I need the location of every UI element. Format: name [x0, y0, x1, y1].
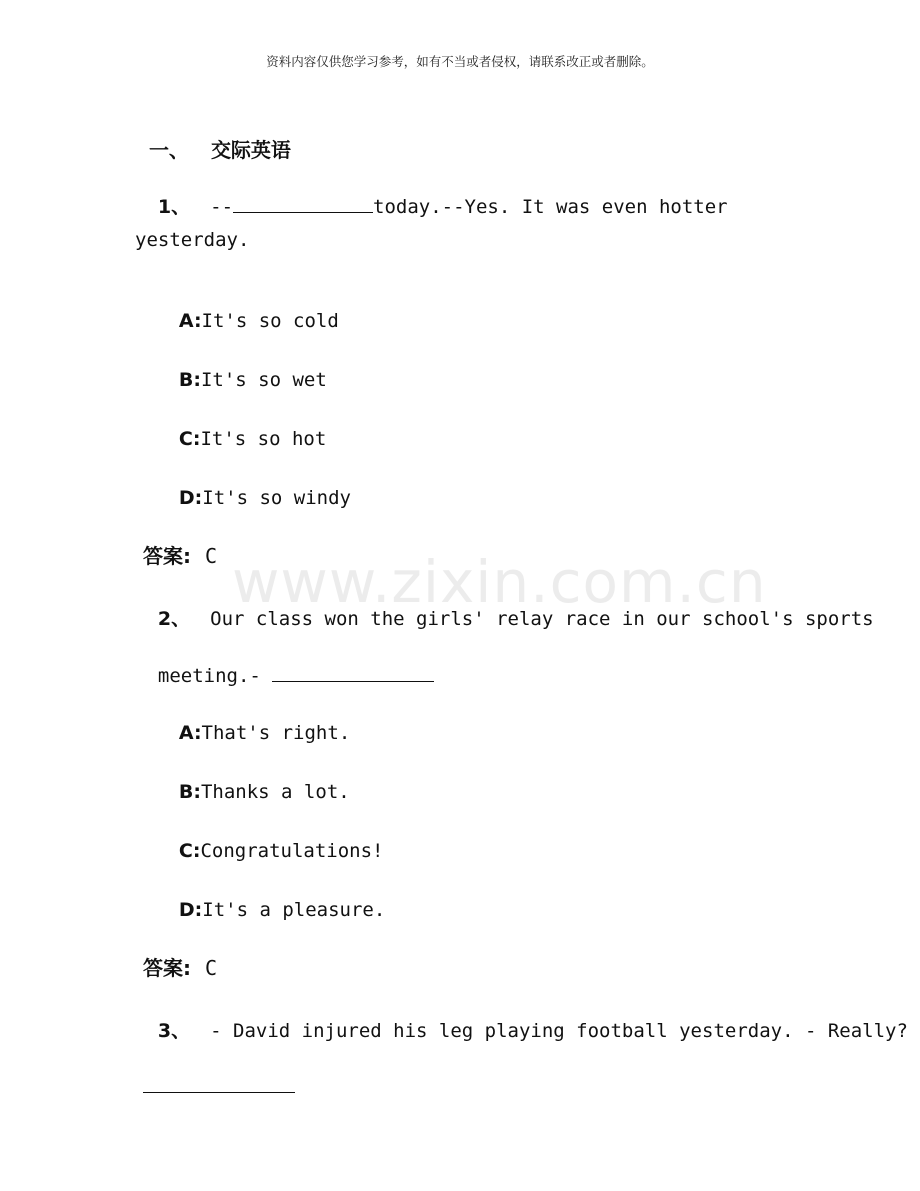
option-letter: C:: [178, 428, 201, 450]
section-number: 一、: [148, 138, 189, 162]
question-2-option-c: [156, 818, 383, 862]
question-1-prefix: --: [210, 196, 234, 218]
question-3-text: - David injured his leg playing football yesterday. - Really?: [210, 1020, 908, 1042]
question-2-text-cont: meeting.-: [157, 665, 273, 687]
question-1-line-2: yesterday.: [135, 229, 250, 251]
option-letter: B:: [178, 781, 201, 803]
option-letter: C:: [178, 840, 201, 862]
question-2-answer: [135, 934, 217, 981]
question-3-number: 3、: [157, 1020, 191, 1042]
option-letter: A:: [178, 722, 202, 744]
header-disclaimer: 资料内容仅供您学习参考，如有不当或者侵权，请联系改正或者删除。: [266, 54, 654, 69]
question-1-option-a: [156, 288, 339, 332]
question-1-blank: [233, 194, 373, 213]
question-3-blank: [143, 1074, 295, 1093]
question-1-option-d: [156, 465, 351, 509]
option-text: It's a pleasure.: [202, 899, 386, 921]
question-1-answer: [135, 522, 217, 569]
question-2-option-a: [156, 700, 350, 744]
answer-value: C: [205, 956, 218, 980]
option-text: It's so cold: [201, 310, 339, 332]
question-1-option-c: [156, 406, 326, 450]
option-text: Congratulations!: [200, 840, 384, 862]
question-1-line-1: [135, 170, 728, 219]
question-3-line-1: [135, 994, 908, 1043]
option-text: Thanks a lot.: [200, 781, 350, 803]
option-letter: A:: [178, 310, 202, 332]
question-2-option-b: [156, 759, 350, 803]
option-text: That's right.: [201, 722, 351, 744]
question-1-number: 1、: [157, 196, 191, 218]
option-letter: D:: [178, 899, 203, 921]
watermark: www.zixin.com.cn: [232, 548, 767, 616]
section-title: 交际英语: [210, 138, 291, 162]
option-text: It's so hot: [200, 428, 327, 450]
question-2-blank: [272, 663, 434, 682]
question-2-line-1: [135, 582, 874, 631]
option-text: It's so wet: [200, 369, 327, 391]
answer-label: 答案:: [143, 956, 191, 980]
option-text: It's so windy: [202, 487, 351, 509]
section-heading: [135, 110, 291, 163]
question-2-text: Our class won the girls' relay race in our school's sports: [210, 608, 874, 630]
question-2-number: 2、: [157, 608, 191, 630]
answer-value: C: [205, 544, 218, 568]
answer-label: 答案:: [143, 544, 191, 568]
question-3-line-2: [135, 1056, 295, 1098]
question-2-line-2: [135, 641, 434, 687]
option-letter: B:: [178, 369, 201, 391]
option-letter: D:: [178, 487, 203, 509]
question-1-text: today.--Yes. It was even hotter: [373, 196, 728, 218]
question-1-option-b: [156, 347, 327, 391]
question-2-option-d: [156, 877, 385, 921]
